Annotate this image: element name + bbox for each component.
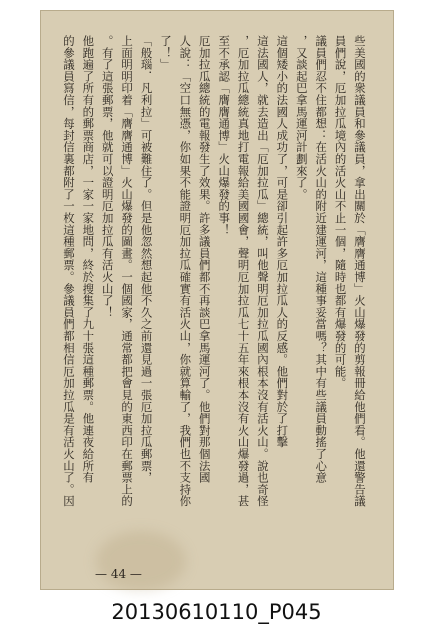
text-line: 他跑遍了所有的郵票商店，一家一家地問，終於搜集了九十張這種郵票。他連夜給所有: [81, 35, 96, 484]
text-line: 的參議員寫信，每封信裏都附了一枚這種郵票。參議員們都相信厄加拉瓜是有活火山了。因: [61, 35, 76, 507]
text-line: 議員們忍不住都想：在活火山的附近建運河，這種事妥當嗎？其中有些議員動搖了心意: [314, 35, 329, 484]
image-caption: 20130610110_P045: [111, 600, 322, 624]
text-line: 上面明明印着「膺膺通博」火山爆發的圖畫。一個國家，通常都把會見的東西印在郵票上的: [120, 35, 135, 507]
text-line: 至不承認「膺膺通博」火山爆發的事！: [217, 35, 232, 236]
text-line: 這個矮小的法國人成功了，可是卻引起許多厄加拉瓜人的反感。他們對於了打擊: [275, 35, 290, 448]
book-page: [40, 10, 394, 590]
text-line: 「般瑙．凡利拉」可被難住了。但是他忽然想起他不久之前還見過一張厄加拉瓜郵票，: [139, 35, 154, 484]
page-number: — 44 —: [95, 567, 142, 581]
text-line: 。有了這張郵票，他就可以證明厄加拉瓜有活火山了！: [100, 35, 115, 319]
text-line: 厄加拉瓜總統的電報發生了效果。許多議員們都不再談巴拿馬運河了。他們對那個法國: [197, 35, 212, 484]
vertical-text-block: [59, 35, 369, 545]
text-line: ，厄加拉瓜總統真地打電報給美國國會，聲明厄加拉瓜七十五年來根本沒有火山爆發過，甚: [236, 35, 251, 507]
text-line: 些美國的衆議員和參議員，拿出關於「膺膺通博」火山爆發的剪報冊給他們看。他還警告議: [353, 35, 367, 507]
text-line: 這法國人，就去造出「厄加拉瓜」總統，叫他聲明厄加拉瓜國內根本沒有活火山。說也奇怪: [255, 35, 270, 507]
text-line: ，又談起巴拿馬運河計劃來了。: [294, 35, 309, 201]
text-line: 了！」: [158, 35, 173, 71]
text-line: 人說：「空口無憑，你如果不能證明厄加拉瓜確實有活火山，你就算輸了，我們也不支持你: [178, 35, 193, 507]
text-line: 員們說，厄加拉瓜境內的活火山不止一個，隨時也都有爆發的可能。: [333, 35, 348, 389]
